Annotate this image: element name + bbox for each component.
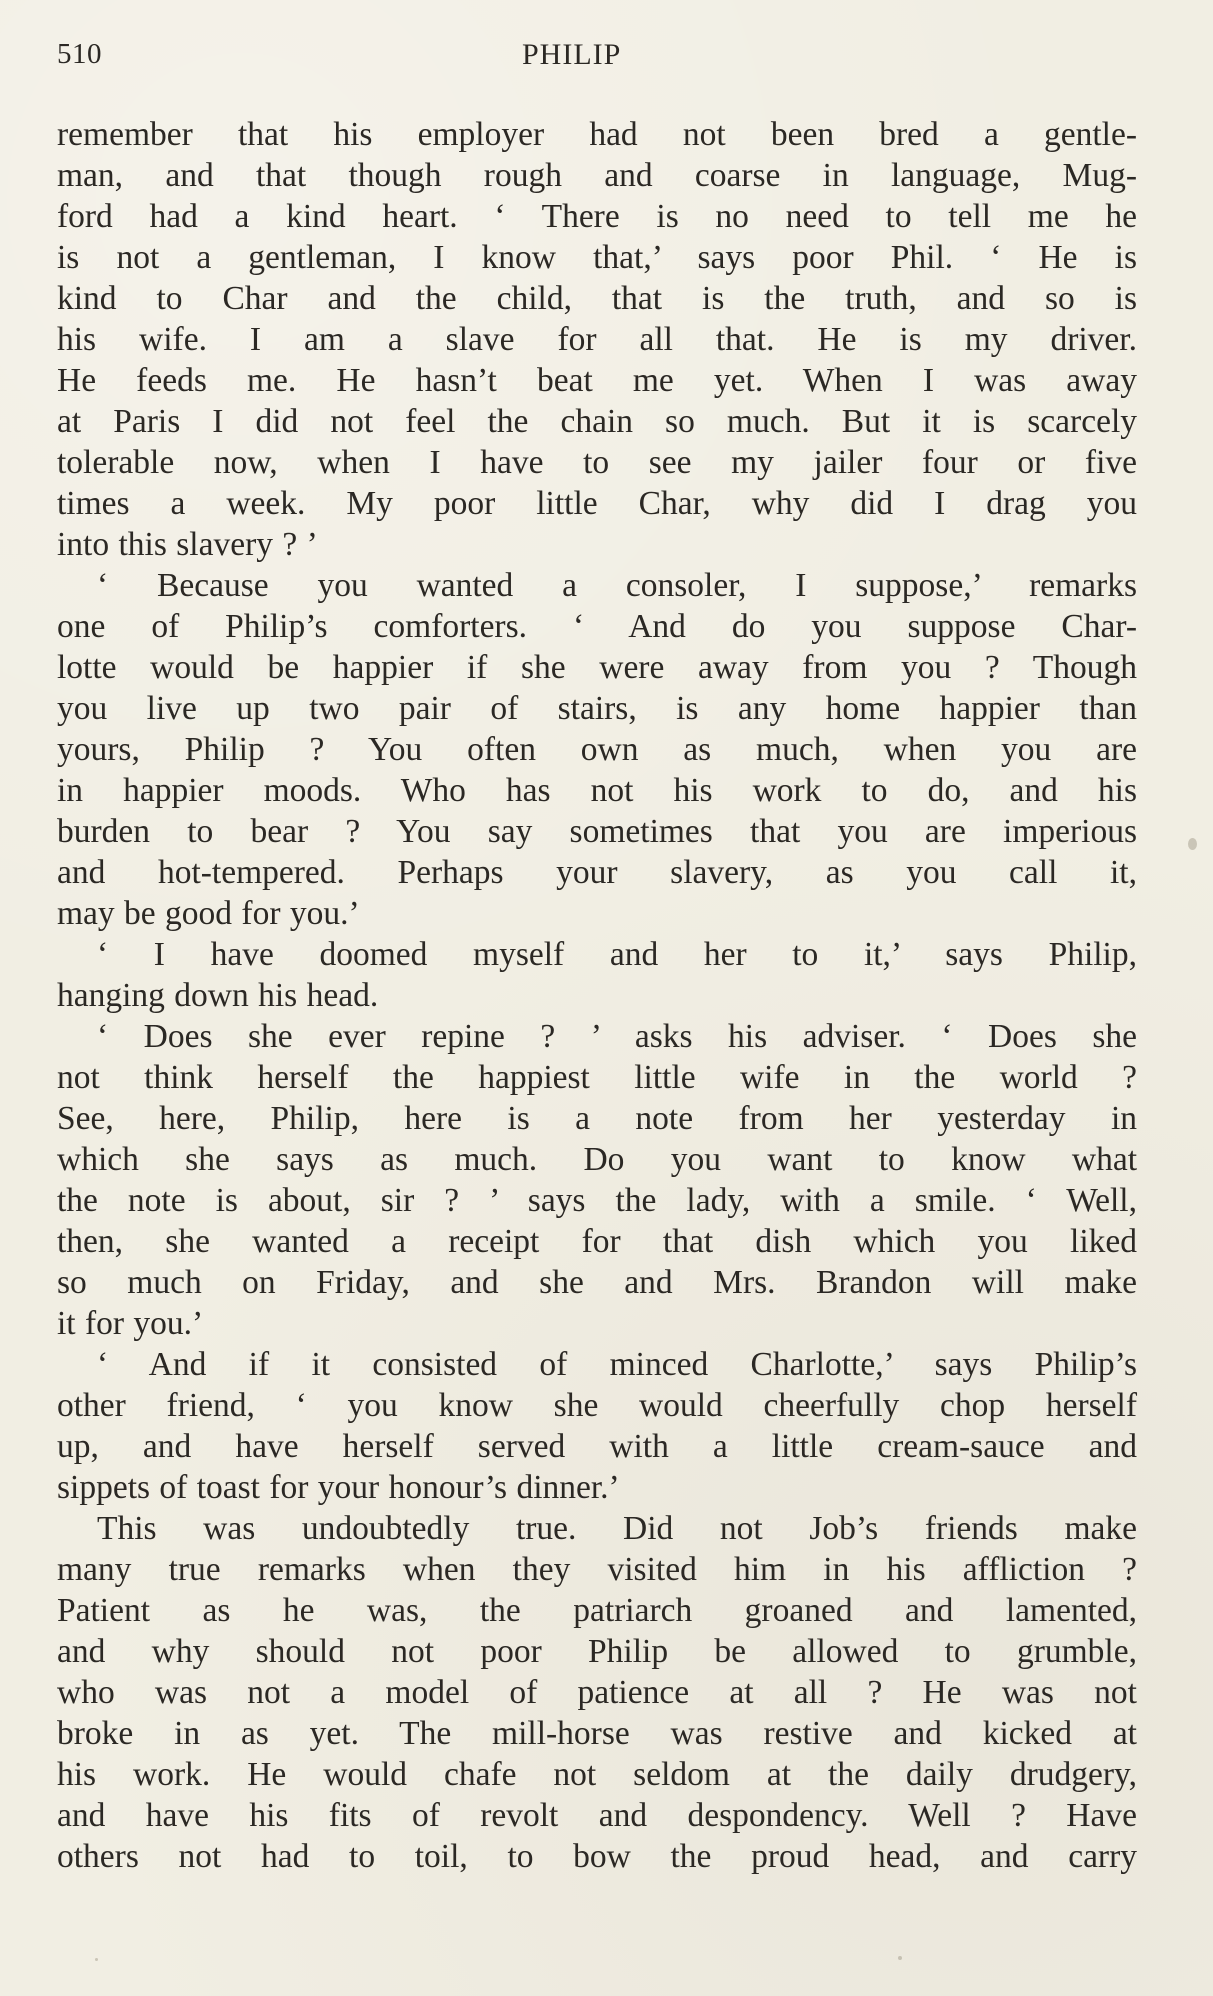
text-line: at Paris I did not feel the chain so much. But it is scarcely bbox=[57, 403, 1137, 440]
page-number: 510 bbox=[57, 38, 102, 70]
text-line: man, and that though rough and coarse in language, Mug- bbox=[57, 157, 1137, 194]
text-line: you live up two pair of stairs, is any home happier than bbox=[57, 690, 1137, 727]
paper-speck bbox=[1188, 838, 1197, 850]
text-line: then, she wanted a receipt for that dish which you liked bbox=[57, 1223, 1137, 1260]
text-line: ford had a kind heart. ‘ There is no need to tell me he bbox=[57, 198, 1137, 235]
text-line: remember that his employer had not been bred a gentle- bbox=[57, 116, 1137, 153]
text-line: lotte would be happier if she were away from you ? Though bbox=[57, 649, 1137, 686]
text-line: many true remarks when they visited him in his affliction ? bbox=[57, 1551, 1137, 1588]
text-line: others not had to toil, to bow the proud head, and carry bbox=[57, 1838, 1137, 1875]
text-line: and have his fits of revolt and despondency. Well ? Have bbox=[57, 1797, 1137, 1834]
text-line: in happier moods. Who has not his work to do, and his bbox=[57, 772, 1137, 809]
text-line: up, and have herself served with a little cream-sauce and bbox=[57, 1428, 1137, 1465]
text-line: This was undoubtedly true. Did not Job’s friends make bbox=[97, 1510, 1137, 1547]
text-line: is not a gentleman, I know that,’ says poor Phil. ‘ He is bbox=[57, 239, 1137, 276]
text-line: the note is about, sir ? ’ says the lady, with a smile. ‘ Well, bbox=[57, 1182, 1137, 1219]
text-line: his wife. I am a slave for all that. He is my driver. bbox=[57, 321, 1137, 358]
text-line: ‘ I have doomed myself and her to it,’ says Philip, bbox=[97, 936, 1137, 973]
text-line: one of Philip’s comforters. ‘ And do you suppose Char- bbox=[57, 608, 1137, 645]
text-line: tolerable now, when I have to see my jailer four or five bbox=[57, 444, 1137, 481]
text-line: which she says as much. Do you want to know what bbox=[57, 1141, 1137, 1178]
text-line: hanging down his head. bbox=[57, 977, 379, 1014]
text-line: who was not a model of patience at all ? He was not bbox=[57, 1674, 1137, 1711]
running-title: PHILIP bbox=[522, 38, 622, 71]
text-line: may be good for you.’ bbox=[57, 895, 360, 932]
paper-speck bbox=[898, 1956, 902, 1960]
text-line: Patient as he was, the patriarch groaned and lamented, bbox=[57, 1592, 1137, 1629]
text-line: other friend, ‘ you know she would cheerfully chop herself bbox=[57, 1387, 1137, 1424]
text-line: into this slavery ? ’ bbox=[57, 526, 318, 563]
text-line: sippets of toast for your honour’s dinner.’ bbox=[57, 1469, 620, 1506]
text-line: He feeds me. He hasn’t beat me yet. When I was away bbox=[57, 362, 1137, 399]
text-line: it for you.’ bbox=[57, 1305, 204, 1342]
text-line: See, here, Philip, here is a note from her yesterday in bbox=[57, 1100, 1137, 1137]
text-line: kind to Char and the child, that is the truth, and so is bbox=[57, 280, 1137, 317]
body-text bbox=[57, 114, 1137, 1877]
text-line: times a week. My poor little Char, why did I drag you bbox=[57, 485, 1137, 522]
text-line: ‘ And if it consisted of minced Charlotte,’ says Philip’s bbox=[97, 1346, 1137, 1383]
text-line: so much on Friday, and she and Mrs. Brandon will make bbox=[57, 1264, 1137, 1301]
text-line: and why should not poor Philip be allowed to grumble, bbox=[57, 1633, 1137, 1670]
text-line: ‘ Because you wanted a consoler, I suppose,’ remarks bbox=[97, 567, 1137, 604]
text-line: not think herself the happiest little wife in the world ? bbox=[57, 1059, 1137, 1096]
text-line: and hot-tempered. Perhaps your slavery, as you call it, bbox=[57, 854, 1137, 891]
text-line: broke in as yet. The mill-horse was restive and kicked at bbox=[57, 1715, 1137, 1752]
text-line: his work. He would chafe not seldom at the daily drudgery, bbox=[57, 1756, 1137, 1793]
text-line: yours, Philip ? You often own as much, when you are bbox=[57, 731, 1137, 768]
page-header bbox=[57, 38, 1137, 78]
paper-speck bbox=[95, 1958, 98, 1961]
text-line: burden to bear ? You say sometimes that you are imperious bbox=[57, 813, 1137, 850]
text-line: ‘ Does she ever repine ? ’ asks his adviser. ‘ Does she bbox=[97, 1018, 1137, 1055]
